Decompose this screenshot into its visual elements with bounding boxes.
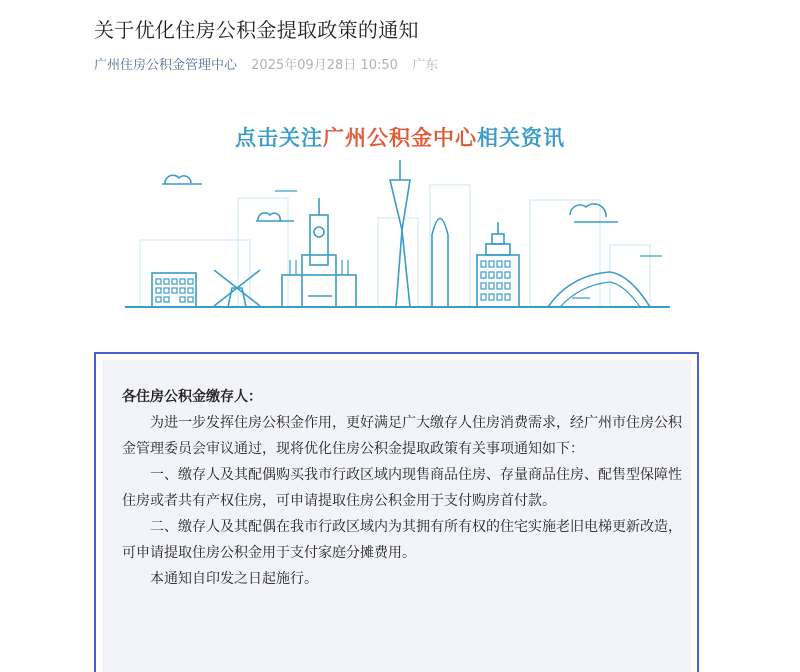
publish-region: 广东 [412,58,439,73]
canton-tower-icon [390,160,410,307]
city-skyline-illustration [110,110,690,330]
notice-body [122,384,682,592]
follow-banner-image[interactable] [110,110,690,330]
cloud-icon [162,175,202,184]
notice-paragraph: 二、缴存人及其配偶在我市行政区域内为其拥有所有权的住宅实施老旧电梯更新改造，可申请提取住房公积金用于支付家庭分摊费用。 [122,519,682,561]
banner-title-part2: 广州公积金中心 [323,126,477,150]
notice-paragraph: 本通知自印发之日起施行。 [150,571,318,587]
source-account-link[interactable]: 广州住房公积金管理中心 [94,58,238,73]
banner-title-part3: 相关资讯 [477,126,565,150]
notice-paragraph: 为进一步发挥住房公积金作用，更好满足广大缴存人住房消费需求，经广州市住房公积金管理委员会审议通过，现将优化住房公积金提取政策有关事项通知如下： [122,415,682,457]
notice-greeting: 各住房公积金缴存人： [122,389,262,405]
publish-date: 2025年09月28日 10:50 [251,58,398,73]
article-title: 关于优化住房公积金提取政策的通知 [94,18,419,42]
notice-box [94,352,699,672]
notice-panel [102,360,691,672]
stadium-icon [548,272,650,307]
banner-title-part1: 点击关注 [235,126,323,150]
article-meta [94,54,438,73]
notice-paragraph: 一、缴存人及其配偶购买我市行政区域内现售商品住房、存量商品住房、配售型保障性住房或者共有产权住房，可申请提取住房公积金用于支付购房首付款。 [122,467,682,509]
windmill-icon [214,270,260,307]
cloud-icon [570,110,666,222]
